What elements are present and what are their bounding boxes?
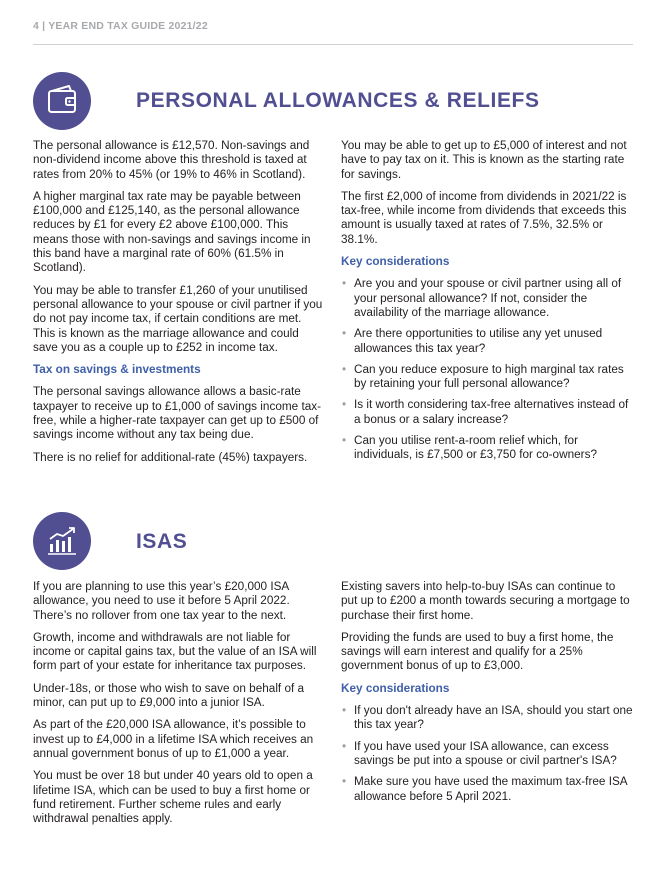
paragraph: There is no relief for additional-rate (45%) taxpayers. — [33, 450, 308, 464]
paragraph: Existing savers into help-to-buy ISAs can continue to put up to £200 a month towards securing a mortgage to purchase their first home. — [341, 580, 630, 622]
list-item: • Are you and your spouse or civil partner using all of your personal allowance? If not, consider the availability of the marriage allowance. — [341, 277, 633, 320]
header-divider — [33, 44, 633, 45]
paragraph: Under-18s, or those who wish to save on behalf of a minor, can put up to £9,000 into a junior ISA. — [33, 681, 305, 710]
isas-right-column — [341, 580, 633, 811]
growth-chart-icon — [33, 512, 91, 570]
key-considerations-list — [341, 704, 633, 804]
list-item: • Make sure you have used the maximum tax-free ISA allowance before 5 April 2021. — [341, 775, 633, 804]
key-considerations-list — [341, 277, 633, 462]
subheading-tax-on-savings: Tax on savings & investments — [33, 363, 201, 377]
list-item: • Can you reduce exposure to high marginal tax rates by retaining your full personal allowance? — [341, 363, 633, 392]
list-item: • Are there opportunities to utilise any yet unused allowances this tax year? — [341, 327, 633, 356]
paragraph: A higher marginal tax rate may be payable between £100,000 and £125,140, as the personal allowance reduces by £1 for every £2 above £100,000. This means those with non-savings and savings income in this band have a marginal rate of 60% (61.5% in Scotland). — [33, 189, 311, 275]
list-item: • If you don't already have an ISA, should you start one this tax year? — [341, 704, 633, 733]
wallet-icon — [33, 72, 91, 130]
paragraph: The personal allowance is £12,570. Non-savings and non-dividend income above this threshold is taxed at rates from 20% to 45% (or 19% to 46% in Scotland). — [33, 139, 310, 181]
list-item: • If you have used your ISA allowance, can excess savings be put into a spouse or civil partner's ISA? — [341, 740, 633, 769]
paragraph: You may be able to transfer £1,260 of your unutilised personal allowance to your spouse or civil partner if you do not pay income tax, if certain conditions are met. This is known as the marriage allowance and could save you as a couple up to £252 in income tax. — [33, 283, 323, 354]
paragraph: You may be able to get up to £5,000 of interest and not have to pay tax on it. This is known as the starting rate for savings. — [341, 139, 627, 181]
paragraph: The personal savings allowance allows a basic-rate taxpayer to receive up to £1,000 of savings income tax-free, while a higher-rate taxpayer can get up to £500 of savings income without any tax being due. — [33, 385, 322, 442]
list-item: • Is it worth considering tax-free alternatives instead of a bonus or a salary increase? — [341, 398, 633, 427]
subheading-key-considerations: Key considerations — [341, 681, 450, 695]
personal-left-column — [33, 139, 325, 473]
section-title-personal-allowances: PERSONAL ALLOWANCES & RELIEFS — [136, 89, 540, 112]
list-item: • Can you utilise rent-a-room relief which, for individuals, is £7,500 or £3,750 for co-owners? — [341, 434, 633, 463]
personal-right-column — [341, 139, 633, 470]
isas-left-column — [33, 580, 325, 834]
paragraph: If you are planning to use this year’s £20,000 ISA allowance, you need to use it before 5 April 2022. There’s no rollover from one tax year to the next. — [33, 580, 290, 622]
paragraph: As part of the £20,000 ISA allowance, it’s possible to invest up to £4,000 in a lifetime ISA which receives an annual government bonus of up to £1,000 a year. — [33, 718, 314, 760]
page-header: 4 | YEAR END TAX GUIDE 2021/22 — [33, 20, 208, 32]
paragraph: The first £2,000 of income from dividends in 2021/22 is tax-free, while income from dividends that exceeds this amount is usually taxed at rates of 7.5%, 32.5% or 38.1%. — [341, 189, 627, 246]
paragraph: Growth, income and withdrawals are not liable for income or capital gains tax, but the value of an ISA will form part of your estate for inheritance tax purposes. — [33, 630, 317, 673]
subheading-key-considerations: Key considerations — [341, 255, 450, 269]
section-title-isas: ISAS — [136, 530, 188, 553]
paragraph: Providing the funds are used to buy a first home, the savings will earn interest and qualify for a 25% government bonus of up to £3,000. — [341, 630, 614, 673]
paragraph: You must be over 18 but under 40 years old to open a lifetime ISA, which can be used to buy a first home or fund retirement. Further scheme rules and early withdrawal penalties apply. — [33, 769, 313, 826]
